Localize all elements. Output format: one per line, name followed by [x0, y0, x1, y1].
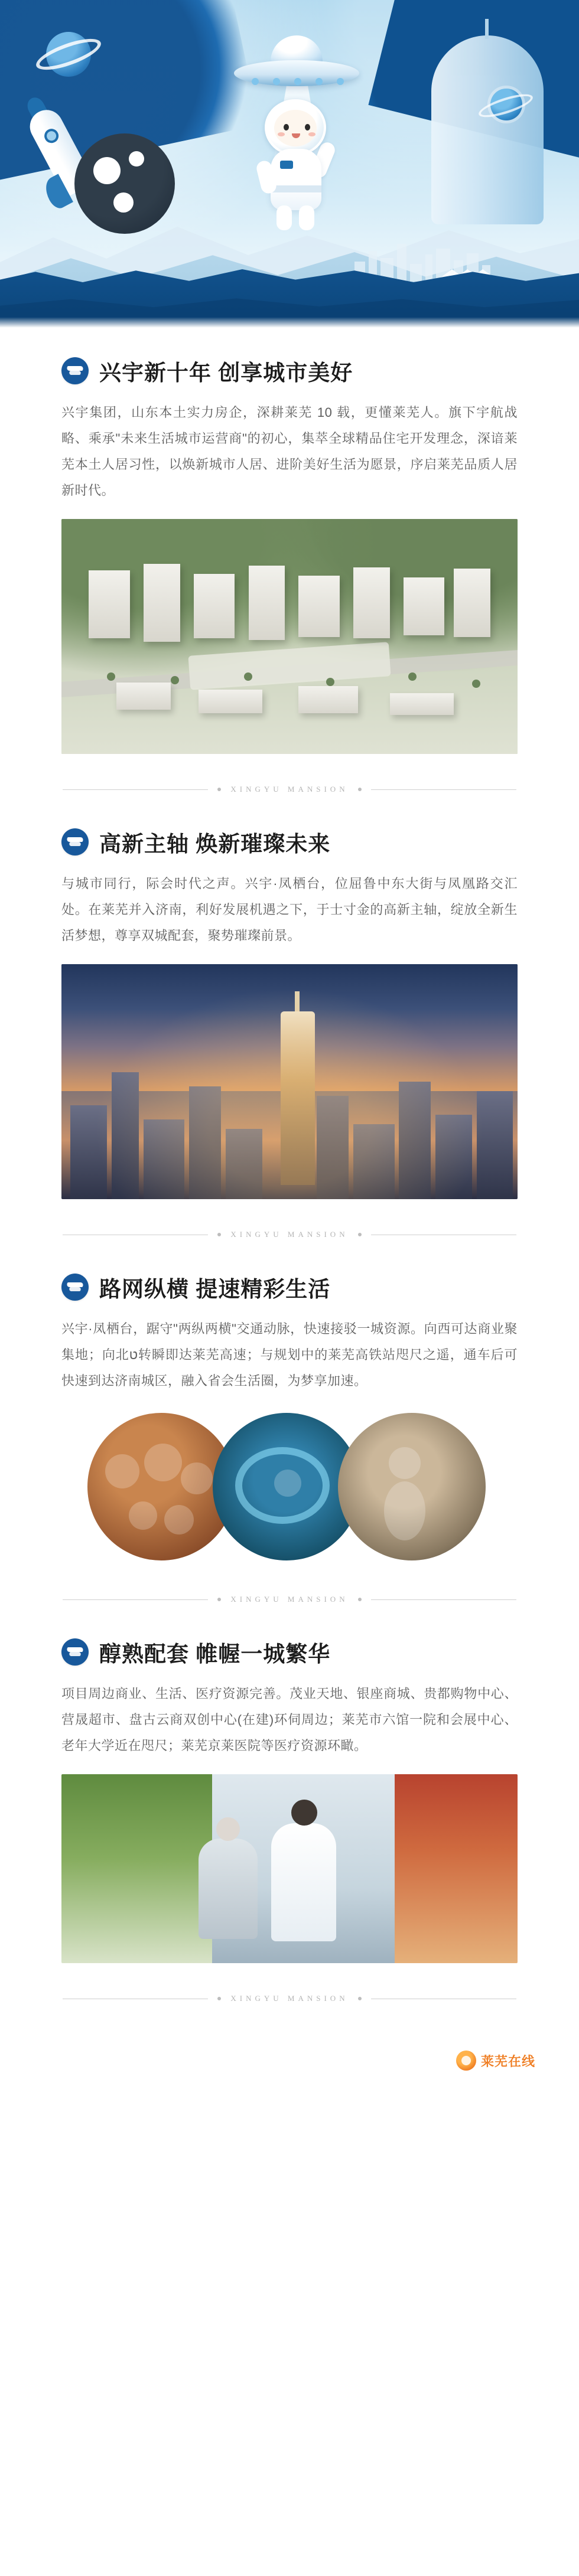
xingyu-bird-logo-icon	[61, 828, 89, 856]
section-4-body: 项目周边商业、生活、医疗资源完善。茂业天地、银座商城、贵都购物中心、营晟超市、盘古云商双创中心(在建)环伺周边；莱芜市六馆一院和会展中心、老年大学近在咫尺；莱芜京莱医院等医疗资源环瞰。	[61, 1686, 518, 1753]
section-1-body: 兴宇集团，山东本土实力房企，深耕莱芜 10 载，更懂莱芜人。旗下宇航战略、乘承"未来生活城市运营商"的初心，集萃全球精品住宅开发理念，深谙莱芜本土人居习性，以焕新城市人居、进阶美好生活为愿景，序启莱芜品质人居新时代。	[61, 405, 518, 498]
dark-disc-icon	[74, 133, 175, 234]
dome-structure-icon	[431, 35, 544, 224]
article-content	[0, 328, 579, 2097]
section-3-title: 路网纵横 提速精彩生活	[99, 1277, 331, 1301]
section-4-header	[61, 1609, 518, 1681]
section-3-header	[61, 1244, 518, 1316]
section-2-body: 与城市同行，际会时代之声。兴宇·凤栖台，位屈鲁中东大街与凤凰路交汇处。在莱芜并入济南，利好发展机遇之下，于士寸金的高新主轴，绽放全新生活梦想，尊享双城配套，聚势璀璨前景。	[61, 876, 518, 943]
divider-text: XINGYU MANSION	[230, 1595, 349, 1604]
night-city-skyline-photo	[61, 964, 518, 1199]
divider-text: XINGYU MANSION	[230, 1230, 349, 1239]
ringed-planet-icon	[35, 21, 102, 87]
divider-text: XINGYU MANSION	[230, 785, 349, 794]
xingyu-bird-logo-icon	[61, 1638, 89, 1666]
lifestyle-three-circles-photo	[61, 1409, 518, 1564]
section-1-divider	[61, 754, 518, 799]
section-4-title: 醇熟配套 帷幄一城繁华	[99, 1642, 331, 1666]
footer	[0, 2008, 579, 2097]
xingyu-bird-logo-icon	[61, 357, 89, 384]
xingyu-bird-logo-icon	[61, 1274, 89, 1301]
section-4	[0, 1609, 579, 2008]
section-3-body: 兴宇·凤栖台，踞守"两纵两横"交通动脉，快速接驳一城资源。向西可达商业聚集地；向北ט转瞬即达莱芜高速；与规划中的莱芜高铁站咫尺之遥，通车后可快速到达济南城区，融入省会生活圈，为梦享加速。	[61, 1321, 518, 1388]
astronaut-mascot	[247, 99, 344, 229]
section-2	[0, 799, 579, 1244]
section-3	[0, 1244, 579, 1609]
section-2-divider	[61, 1199, 518, 1244]
medical-and-commerce-photo	[61, 1774, 518, 1963]
section-1	[0, 328, 579, 799]
watermark-text: 莱芜在线	[480, 2053, 535, 2069]
aerial-residential-complex-photo	[61, 519, 518, 754]
section-4-divider	[61, 1963, 518, 2008]
section-2-title: 高新主轴 焕新璀璨未来	[99, 832, 331, 856]
section-2-header	[61, 799, 518, 871]
running-child-photo-circle	[338, 1413, 486, 1560]
section-1-title: 兴宇新十年 创享城市美好	[99, 361, 353, 385]
watermark	[456, 2051, 535, 2071]
hero-illustration	[0, 0, 579, 328]
hero-fade-to-white	[0, 317, 579, 328]
laiwu-online-logo-icon	[456, 2051, 476, 2071]
ufo-icon	[220, 35, 373, 106]
divider-text: XINGYU MANSION	[230, 1994, 349, 2003]
section-3-divider	[61, 1564, 518, 1609]
section-1-header	[61, 328, 518, 400]
